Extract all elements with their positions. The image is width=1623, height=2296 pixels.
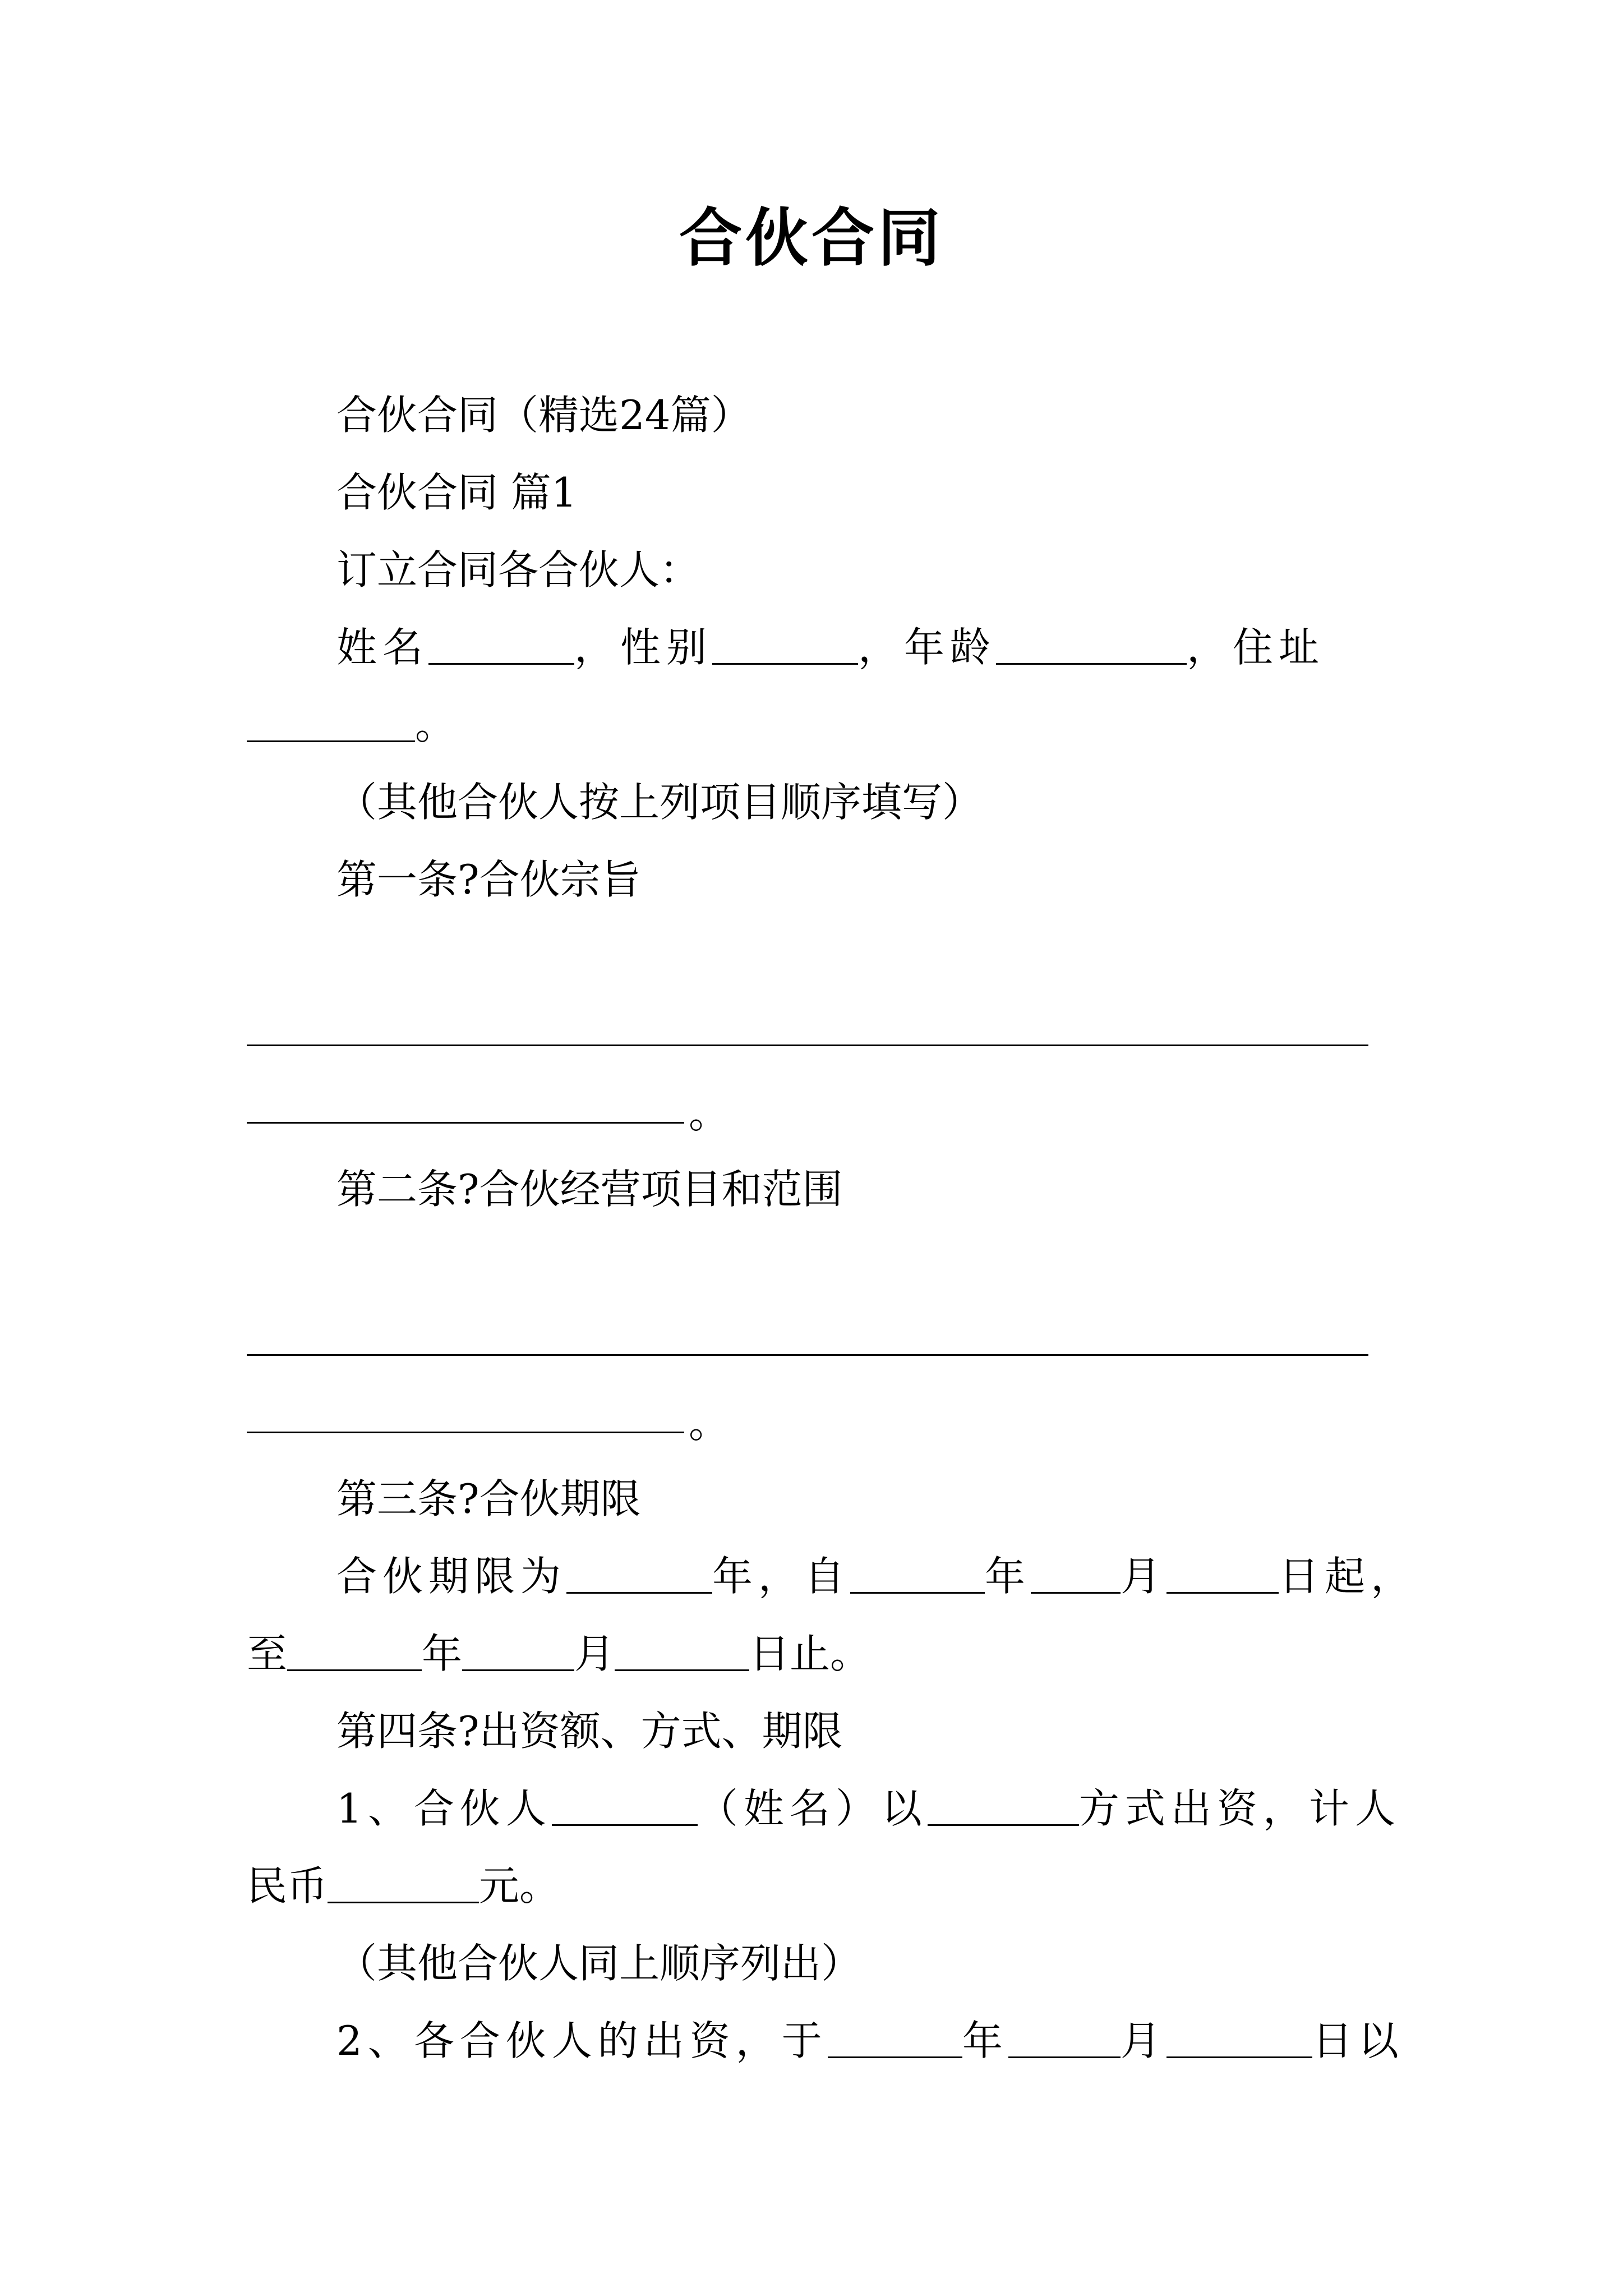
party-info-line [336,619,1325,675]
document-title: 合伙合同 [679,202,944,275]
age-blank [996,623,1187,665]
partner-name-blank [552,1784,698,1826]
contribution-year-blank [828,2016,962,2058]
article4-item1-line-2 [247,1858,560,1914]
article1-heading: 第一条?合伙宗旨 [336,856,641,903]
address-line [247,697,455,753]
address-end: 。 [415,701,456,748]
gender-blank [712,623,858,665]
term2-text-b: 年 [422,1630,463,1677]
item1-text-c: 方式出资，计人 [1078,1785,1401,1832]
note-other-partners: （其他合伙人按上列项目顺序填写） [336,779,983,826]
item1-text-a: 1、合伙人 [336,1785,552,1832]
term2-text-d: 日止。 [749,1630,871,1677]
intro-text: 订立合同各合伙人： [336,546,700,593]
article4-heading: 第四条?出资额、方式、期限 [336,1708,843,1755]
item2-text-b: 年 [962,2017,1008,2064]
article2-heading: 第二条?合伙经营项目和范围 [336,1166,843,1213]
item1-text-e: 元。 [479,1862,560,1910]
article4-note: （其他合伙人同上顺序列出） [336,1940,862,1987]
term-text-b: 年，自 [712,1553,851,1600]
item1-text-d: 民币 [247,1862,328,1910]
article3-heading: 第三条?合伙期限 [336,1475,641,1522]
article4-item1-line-1 [336,1780,1401,1837]
contribution-day-blank [1166,2016,1312,2058]
article1-blank-line-2 [247,1122,684,1124]
section-heading: 合伙合同 篇1 [336,469,577,516]
address-blank [247,700,415,742]
address-label: ，住址 [1187,624,1325,671]
end-day-blank [615,1629,749,1671]
document-subtitle: 合伙合同（精选24篇） [336,392,751,439]
term-text-a: 合伙期限为 [336,1553,567,1600]
name-label: 姓名 [336,624,429,671]
article4-item2-line [336,2013,1404,2069]
article1-blank-line-1 [247,1045,1368,1046]
term2-text-c: 月 [574,1630,615,1677]
term-years-blank [566,1552,712,1594]
contribution-method-blank [928,1784,1079,1826]
contribution-month-blank [1008,2016,1121,2058]
name-blank [428,623,574,665]
age-label: ，年龄 [858,624,997,671]
gender-label: ，性别 [574,624,713,671]
term-text-c: 年 [985,1553,1031,1600]
start-day-blank [1166,1552,1279,1594]
term-text-e: 日起， [1279,1553,1417,1600]
item2-text-a: 2、各合伙人的出资，于 [336,2017,828,2064]
article2-blank-line-1 [247,1354,1368,1356]
start-month-blank [1031,1552,1121,1594]
article3-term-line-2 [247,1626,870,1682]
item2-text-d: 日以 [1312,2017,1404,2064]
article3-term-line-1 [336,1548,1417,1604]
start-year-blank [850,1552,985,1594]
article1-end: 。 [689,1090,730,1137]
article2-blank-line-2 [247,1432,684,1433]
amount-blank [328,1861,479,1903]
end-year-blank [287,1629,422,1671]
term2-text-a: 至 [247,1630,288,1677]
article2-end: 。 [689,1400,730,1447]
end-month-blank [462,1629,574,1671]
term-text-d: 月 [1121,1553,1167,1600]
item2-text-c: 月 [1120,2017,1166,2064]
item1-text-b: （姓名）以 [697,1785,928,1832]
